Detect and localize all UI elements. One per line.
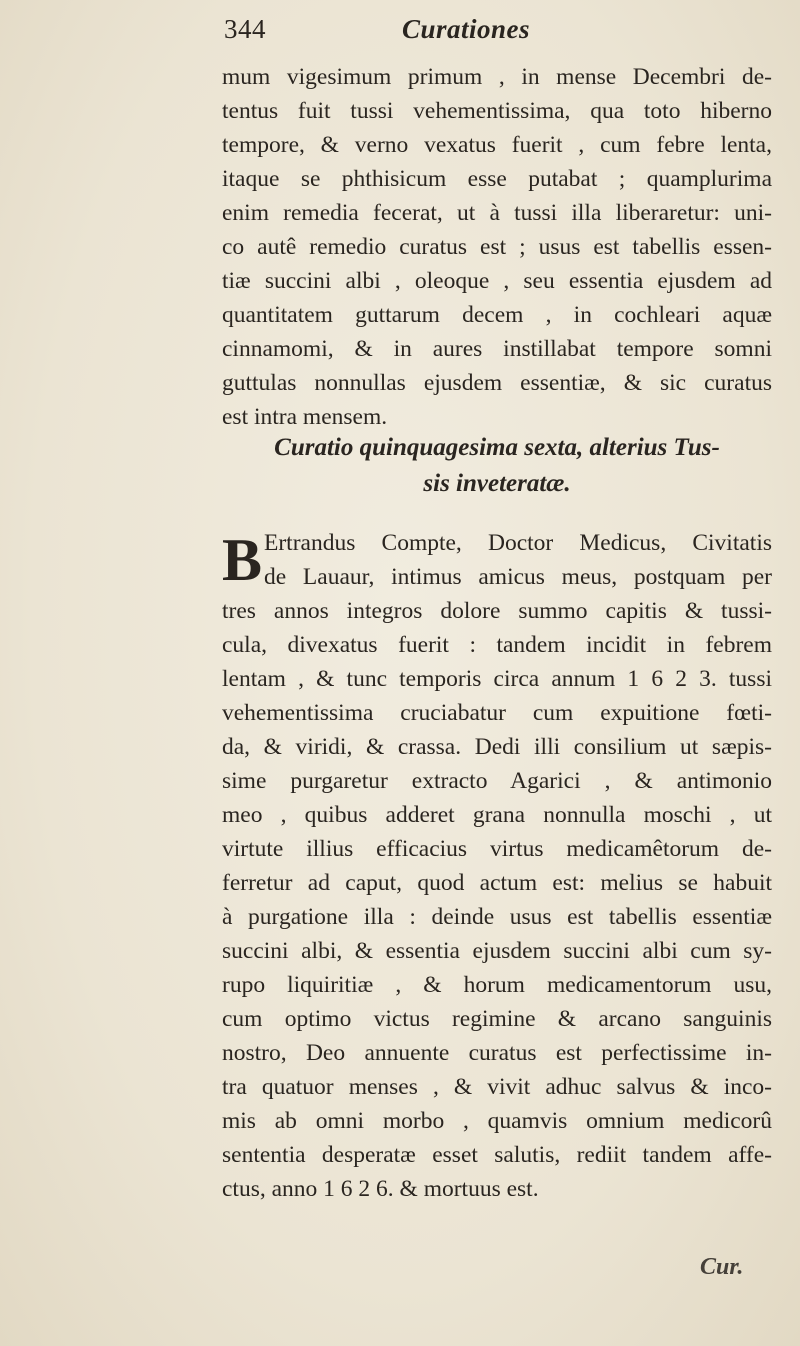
text-line: guttulas nonnullas ejusdem essentiæ, & sic curatus [222,370,772,396]
text-line: nostro, Deo annuente curatus est perfectissime in- [222,1040,772,1066]
text-line: cum optimo victus regimine & arcano sanguinis [222,1006,772,1032]
catchword: Cur. [700,1254,744,1280]
text-line: virtute illius efficacius virtus medicamêtorum de- [222,836,772,862]
text-line: est intra mensem. [222,404,388,430]
text-line: sententia desperatæ esset salutis, rediit tandem affe- [222,1142,772,1168]
text-line: itaque se phthisicum esse putabat ; quamplurima [222,166,772,192]
text-line: tempore, & verno vexatus fuerit , cum febre lenta, [222,132,772,158]
text-line: quantitatem guttarum decem , in cochleari aquæ [222,302,772,328]
text-line: tres annos integros dolore summo capitis & tussi- [222,598,772,624]
paragraph-continued [222,60,772,434]
text-line: rupo liquiritiæ , & horum medicamentorum usu, [222,972,772,998]
text-line: cinnamomi, & in aures instillabat tempore somni [222,336,772,362]
text-line: succini albi, & essentia ejusdem succini albi cum sy- [222,938,772,964]
text-line: enim remedia fecerat, ut à tussi illa liberaretur: uni- [222,200,772,226]
text-line: vehementissima cruciabatur cum expuitione fœti- [222,700,772,726]
text-line: Ertrandus Compte, Doctor Medicus, Civitatis [264,530,772,556]
paragraph-case [222,526,772,1206]
text-line: mum vigesimum primum , in mense Decembri de- [222,64,772,90]
text-line: ferretur ad caput, quod actum est: melius se habuit [222,870,772,896]
text-line: cula, divexatus fuerit : tandem incidit in febrem [222,632,772,658]
text-line: sime purgaretur extracto Agarici , & antimonio [222,768,772,794]
text-line: da, & viridi, & crassa. Dedi illi consilium ut sæpis- [222,734,772,760]
text-line: à purgatione illa : deinde usus est tabellis essentiæ [222,904,772,930]
running-head: Curationes [402,14,531,44]
heading-line: Curatio quinquagesima sexta, alterius Tus- [274,434,720,461]
text-line: tentus fuit tussi vehementissima, qua toto hiberno [222,98,772,124]
text-line: co autê remedio curatus est ; usus est tabellis essen- [222,234,772,260]
text-line: tiæ succini albi , oleoque , seu essentia ejusdem ad [222,268,772,294]
page-number: 344 [224,14,266,44]
heading-line: sis inveteratæ. [423,470,571,497]
text-line: tra quatuor menses , & vivit adhuc salvus & inco- [222,1074,772,1100]
text-line: mis ab omni morbo , quamvis omnium medicorû [222,1108,772,1134]
text-line: de Lauaur, intimus amicus meus, postquam per [264,564,772,590]
text-line: meo , quibus adderet grana nonnulla moschi , ut [222,802,772,828]
section-heading [222,430,772,502]
page-header [224,14,744,54]
drop-capital: B [222,527,263,593]
text-line: lentam , & tunc temporis circa annum 1 6 2 3. tussi [222,666,772,692]
text-line: ctus, anno 1 6 2 6. & mortuus est. [222,1176,539,1202]
